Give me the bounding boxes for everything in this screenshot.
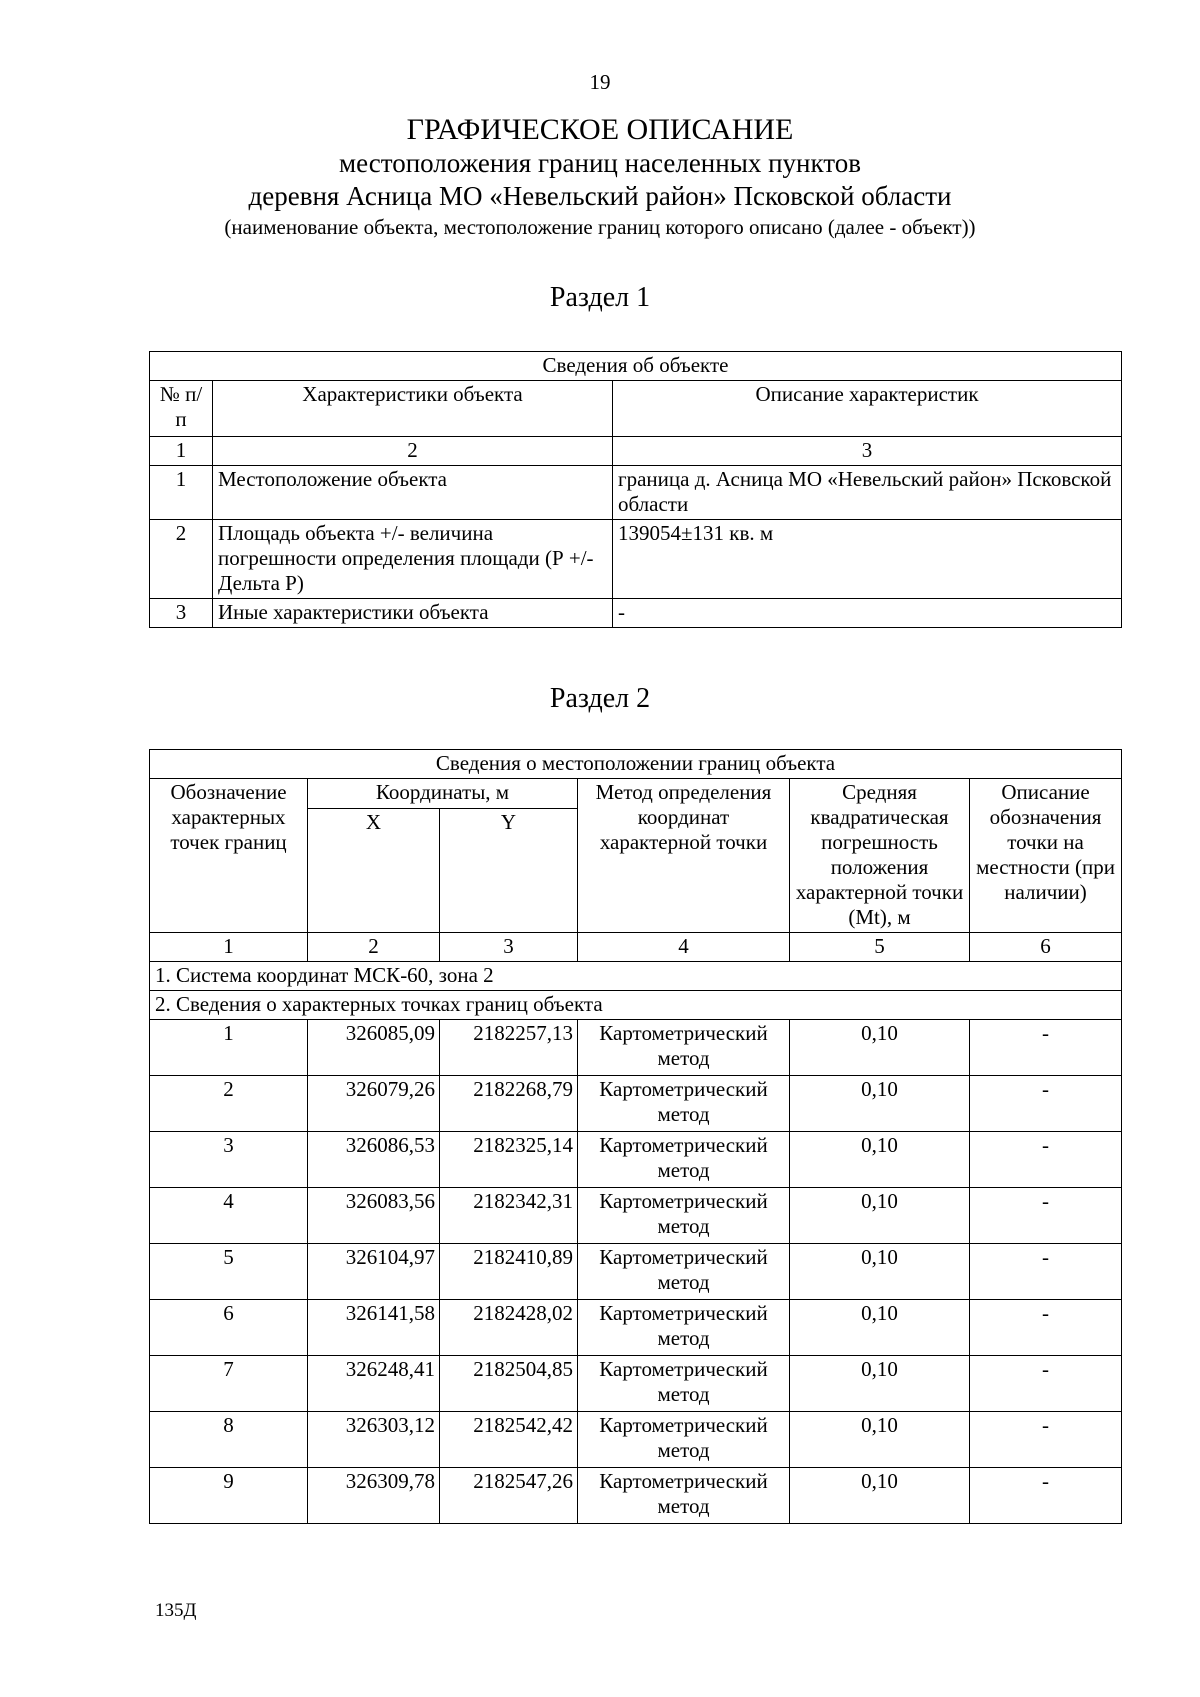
- points-title: 2. Сведения о характерных точках границ объекта: [150, 991, 1122, 1020]
- point-method: Картометрический метод: [578, 1356, 790, 1412]
- table-row: [150, 1076, 1122, 1132]
- table-row: [150, 1244, 1122, 1300]
- row-value: граница д. Асница МО «Невельский район» Псковской области: [613, 466, 1122, 520]
- index-row: [150, 933, 1122, 962]
- title-caption: (наименование объекта, местоположение границ которого описано (далее - объект)): [224, 215, 976, 239]
- row-characteristic: Местоположение объекта: [213, 466, 613, 520]
- point-description: -: [970, 1356, 1122, 1412]
- point-x: 326141,58: [308, 1300, 440, 1356]
- document-title: [0, 112, 1200, 241]
- coord-system-row: [150, 962, 1122, 991]
- header-method: Метод определения координат характерной точки: [578, 779, 790, 933]
- header-number: № п/п: [150, 381, 213, 437]
- point-description: -: [970, 1244, 1122, 1300]
- point-x: 326303,12: [308, 1412, 440, 1468]
- index-cell: 1: [150, 437, 213, 466]
- index-row: [150, 437, 1122, 466]
- header-point: Обозначение характерных точек границ: [150, 779, 308, 933]
- table-row: [150, 466, 1122, 520]
- point-description: -: [970, 1188, 1122, 1244]
- point-description: -: [970, 1300, 1122, 1356]
- point-number: 5: [150, 1244, 308, 1300]
- point-method: Картометрический метод: [578, 1244, 790, 1300]
- index-cell: 3: [440, 933, 578, 962]
- table-title: Сведения об объекте: [150, 352, 1122, 381]
- point-y: 2182410,89: [440, 1244, 578, 1300]
- index-cell: 3: [613, 437, 1122, 466]
- row-number: 1: [150, 466, 213, 520]
- table-row: [150, 1132, 1122, 1188]
- table-title-row: [150, 352, 1122, 381]
- index-cell: 6: [970, 933, 1122, 962]
- table-row: [150, 1300, 1122, 1356]
- point-x: 326309,78: [308, 1468, 440, 1524]
- title-line-1: ГРАФИЧЕСКОЕ ОПИСАНИЕ: [406, 113, 794, 146]
- table-row: [150, 1468, 1122, 1524]
- row-characteristic: Площадь объекта +/- величина погрешности определения площади (Р +/- Дельта Р): [213, 520, 613, 599]
- row-number: 2: [150, 520, 213, 599]
- row-number: 3: [150, 599, 213, 628]
- point-y: 2182547,26: [440, 1468, 578, 1524]
- point-y: 2182268,79: [440, 1076, 578, 1132]
- header-error: Средняя квадратическая погрешность положения характерной точки (Mt), м: [790, 779, 970, 933]
- point-number: 7: [150, 1356, 308, 1412]
- point-error: 0,10: [790, 1468, 970, 1524]
- point-method: Картометрический метод: [578, 1076, 790, 1132]
- point-description: -: [970, 1468, 1122, 1524]
- point-x: 326079,26: [308, 1076, 440, 1132]
- header-description: Описание обозначения точки на местности (при наличии): [970, 779, 1122, 933]
- point-x: 326083,56: [308, 1188, 440, 1244]
- row-value: 139054±131 кв. м: [613, 520, 1122, 599]
- table-row: [150, 1188, 1122, 1244]
- point-x: 326086,53: [308, 1132, 440, 1188]
- point-error: 0,10: [790, 1020, 970, 1076]
- title-line-2: местоположения границ населенных пунктов: [339, 148, 861, 178]
- footer-code: 135Д: [155, 1600, 197, 1621]
- table-row: [150, 1020, 1122, 1076]
- point-y: 2182504,85: [440, 1356, 578, 1412]
- point-method: Картометрический метод: [578, 1412, 790, 1468]
- point-description: -: [970, 1132, 1122, 1188]
- row-value: -: [613, 599, 1122, 628]
- point-error: 0,10: [790, 1300, 970, 1356]
- table-row: [150, 1412, 1122, 1468]
- point-description: -: [970, 1076, 1122, 1132]
- header-description: Описание характеристик: [613, 381, 1122, 437]
- row-characteristic: Иные характеристики объекта: [213, 599, 613, 628]
- page-number: 19: [589, 70, 611, 94]
- index-cell: 2: [213, 437, 613, 466]
- point-number: 1: [150, 1020, 308, 1076]
- point-number: 6: [150, 1300, 308, 1356]
- header-row: [150, 381, 1122, 437]
- point-number: 3: [150, 1132, 308, 1188]
- header-x: X: [308, 809, 440, 933]
- table-row: [150, 599, 1122, 628]
- point-y: 2182542,42: [440, 1412, 578, 1468]
- point-x: 326104,97: [308, 1244, 440, 1300]
- point-error: 0,10: [790, 1244, 970, 1300]
- point-error: 0,10: [790, 1356, 970, 1412]
- object-info-table: [149, 351, 1122, 628]
- index-cell: 4: [578, 933, 790, 962]
- index-cell: 1: [150, 933, 308, 962]
- points-title-row: [150, 991, 1122, 1020]
- point-error: 0,10: [790, 1188, 970, 1244]
- section-1-heading: Раздел 1: [549, 282, 651, 313]
- point-description: -: [970, 1020, 1122, 1076]
- point-y: 2182257,13: [440, 1020, 578, 1076]
- table-title-row: [150, 750, 1122, 779]
- point-y: 2182342,31: [440, 1188, 578, 1244]
- point-number: 4: [150, 1188, 308, 1244]
- point-error: 0,10: [790, 1076, 970, 1132]
- point-method: Картометрический метод: [578, 1188, 790, 1244]
- point-error: 0,10: [790, 1132, 970, 1188]
- point-error: 0,10: [790, 1412, 970, 1468]
- point-number: 9: [150, 1468, 308, 1524]
- point-number: 2: [150, 1076, 308, 1132]
- title-line-3: деревня Асница МО «Невельский район» Псковской области: [248, 181, 952, 211]
- header-coordinates: Координаты, м: [308, 779, 578, 809]
- table-row: [150, 1356, 1122, 1412]
- header-y: Y: [440, 809, 578, 933]
- coord-system: 1. Система координат МСК-60, зона 2: [150, 962, 1122, 991]
- boundary-points-table: [149, 749, 1122, 1524]
- point-y: 2182325,14: [440, 1132, 578, 1188]
- index-cell: 5: [790, 933, 970, 962]
- section-2-heading: Раздел 2: [549, 683, 651, 714]
- header-characteristics: Характеристики объекта: [213, 381, 613, 437]
- point-method: Картометрический метод: [578, 1132, 790, 1188]
- point-description: -: [970, 1412, 1122, 1468]
- table-row: [150, 520, 1122, 599]
- point-method: Картометрический метод: [578, 1300, 790, 1356]
- point-number: 8: [150, 1412, 308, 1468]
- point-method: Картометрический метод: [578, 1468, 790, 1524]
- header-row: [150, 779, 1122, 809]
- index-cell: 2: [308, 933, 440, 962]
- point-y: 2182428,02: [440, 1300, 578, 1356]
- point-method: Картометрический метод: [578, 1020, 790, 1076]
- table-title: Сведения о местоположении границ объекта: [150, 750, 1122, 779]
- point-x: 326248,41: [308, 1356, 440, 1412]
- point-x: 326085,09: [308, 1020, 440, 1076]
